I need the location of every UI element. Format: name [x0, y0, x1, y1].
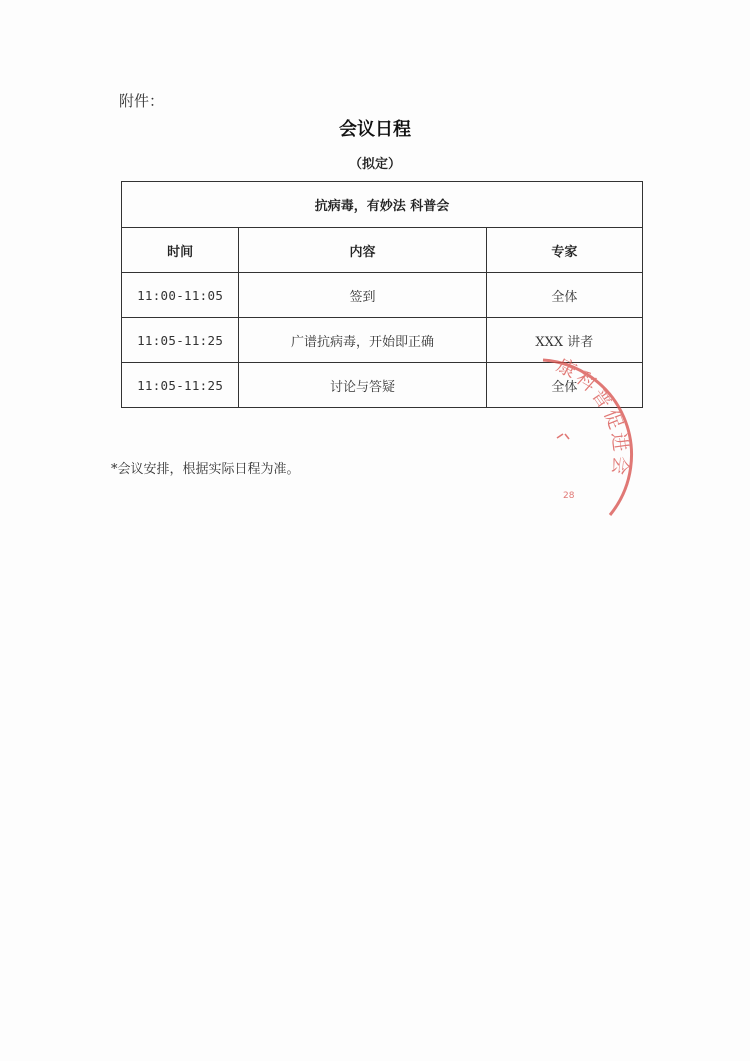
- page-title: 会议日程: [339, 119, 411, 140]
- table-header-row: [122, 228, 643, 273]
- schedule-table: [121, 181, 643, 408]
- table-row: [122, 273, 643, 318]
- cell-expert: 全体: [486, 363, 642, 408]
- header-content: 内容: [239, 228, 486, 273]
- svg-text:28: 28: [563, 491, 575, 501]
- page-subtitle: （拟定）: [348, 157, 401, 172]
- cell-content: 讨论与答疑: [239, 363, 486, 408]
- header-expert: 专家: [486, 228, 642, 273]
- cell-time: 11:05-11:25: [122, 363, 239, 408]
- attachment-label: 附件：: [119, 92, 165, 110]
- cell-content: 签到: [239, 273, 486, 318]
- cell-expert: XXX 讲者: [486, 318, 642, 363]
- table-banner-row: [122, 182, 643, 228]
- cell-content: 广谱抗病毒，开始即正确: [239, 318, 486, 363]
- svg-text:康科普促进会: 康科普促进会: [552, 354, 632, 480]
- cell-expert: 全体: [486, 273, 642, 318]
- table-row: [122, 318, 643, 363]
- header-time: 时间: [122, 228, 239, 273]
- cell-time: 11:05-11:25: [122, 318, 239, 363]
- table-row: [122, 363, 643, 408]
- footnote: *会议安排，根据实际日程为准。: [111, 462, 300, 477]
- table-banner: 抗病毒，有妙法 科普会: [122, 182, 643, 228]
- cell-time: 11:00-11:05: [122, 273, 239, 318]
